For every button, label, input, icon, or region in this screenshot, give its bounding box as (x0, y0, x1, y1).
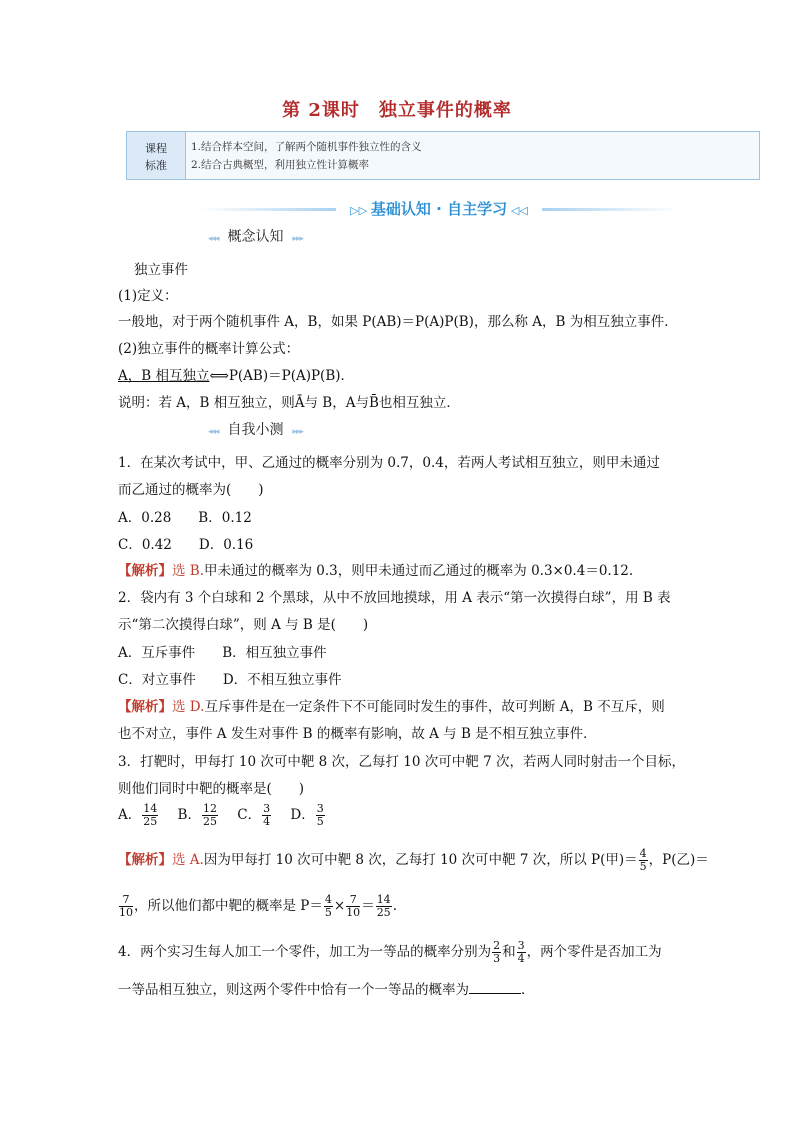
option-a-fraction: $\frac{14}{25}$ (143, 802, 158, 828)
standards-item-1: 1.结合样本空间，了解两个随机事件独立性的含义 (191, 141, 422, 153)
answer-tag: 【解析】 (118, 852, 172, 868)
fraction: $\frac{4}{5}$ (324, 893, 332, 919)
q4-line1: 4．两个实习生每人加工一个零件，加工为一等品的概率分别为 $\frac{2}{3}$ 和 $\frac{3}{4}$ ，两个零件是否加工为 (118, 939, 662, 965)
formula-rest: ⟺P(AB)＝P(A)P(B)． (209, 368, 355, 384)
left-arrows-icon: ◂◂◂ (208, 234, 219, 244)
page-title: 第 2课时 独立事件的概率 (282, 100, 512, 121)
formula-label: (2)独立事件的概率计算公式： (118, 341, 300, 357)
fraction: $\frac{7}{10}$ (346, 893, 361, 919)
answer-choice: 选 A. (172, 852, 204, 868)
fraction: $\frac{2}{3}$ (493, 939, 501, 965)
section-header-text: ▷▷ 基础认知 · 自主学习 ◁◁ (350, 200, 528, 218)
concept-heading: 独立事件 (134, 262, 188, 278)
answer-tag: 【解析】 (118, 563, 172, 579)
fraction: $\frac{4}{5}$ (639, 847, 647, 873)
q1-options-cd: C．0.42 D．0.16 (118, 537, 254, 553)
concept-note: 说明：若 A，B 相互独立，则Ā与 B，A与B̄也相互独立． (118, 395, 460, 411)
section-header (200, 196, 678, 222)
q3-answer-line2: $\frac{7}{10}$ ，所以他们都中靶的概率是 P＝ $\frac{4}{5}$ × $\frac{7}{10}$ ＝ $\frac{14}{25}$ . (119, 893, 397, 919)
q2-answer-line2: 也不对立，事件 A 发生对事件 B 的概率有影响，故 A 与 B 是不相互独立事件． (118, 726, 597, 742)
answer-tag: 【解析】 (118, 699, 172, 715)
definition-label: (1)定义： (118, 288, 178, 304)
q2-line2: 示“第二次摸得白球”，则 A 与 B 是( ) (118, 617, 369, 633)
fraction: $\frac{7}{10}$ (119, 893, 133, 919)
formula-prefix: A，B 相互独立 (118, 368, 210, 384)
q1-options-ab: A．0.28 B．0.12 (118, 510, 252, 526)
q3-answer: 【解析】选 A.因为甲每打 10 次可中靶 8 次，乙每打 10 次可中靶 7 次，所以 P(甲)＝ $\frac{4}{5}$ ，P(乙)＝ (118, 847, 709, 873)
subheading-selftest: ◂◂◂ 自我小测 ▸▸▸ (208, 422, 303, 438)
q2-options-cd: C．对立事件 D．不相互独立事件 (118, 672, 342, 688)
q2-line1: 2．袋内有 3 个白球和 2 个黑球，从中不放回地摸球，用 A 表示“第一次摸得白球”，用 B 表 (118, 590, 671, 606)
q1-line1: 1．在某次考试中，甲、乙通过的概率分别为 0.7，0.4，若两人考试相互独立，则甲未通过 (118, 455, 660, 471)
answer-choice: 选 D. (172, 699, 205, 715)
fraction: $\frac{14}{25}$ (376, 893, 391, 919)
subheading-concept: ◂◂◂ 概念认知 ▸▸▸ (208, 229, 303, 245)
q1-answer (118, 559, 633, 579)
answer-text: 甲未通过的概率为 0.3，则甲未通过而乙通过的概率为 0.3×0.4＝0.12. (204, 563, 634, 579)
option-c-fraction: $\frac{3}{4}$ (263, 802, 271, 828)
double-arrow-right-icon: ▷▷ (350, 204, 371, 217)
double-arrow-left-icon: ◁◁ (507, 204, 528, 217)
option-d-fraction: $\frac{3}{5}$ (316, 802, 324, 828)
formula-text (118, 364, 354, 384)
q2-options-ab: A．互斥事件 B．相互独立事件 (118, 645, 327, 661)
standards-label (127, 132, 186, 179)
standards-item-2: 2.结合古典概型，利用独立性计算概率 (191, 159, 370, 171)
option-b-fraction: $\frac{12}{25}$ (202, 802, 217, 828)
fraction: $\frac{3}{4}$ (517, 939, 525, 965)
right-arrows-icon: ▸▸▸ (292, 234, 303, 244)
q2-answer (118, 695, 665, 715)
answer-text: 互斥事件是在一定条件下不可能同时发生的事件，故可判断 A，B 不互斥，则 (204, 699, 665, 715)
section-line-right (542, 208, 678, 211)
q3-line2: 则他们同时中靶的概率是( ) (118, 781, 305, 797)
standards-items (191, 138, 422, 174)
section-line-left (200, 208, 336, 211)
right-arrows-icon: ▸▸▸ (292, 427, 303, 437)
q3-line1: 3．打靶时，甲每打 10 次可中靶 8 次，乙每打 10 次可中靶 7 次，若两人同时射击一个目标， (118, 754, 685, 770)
answer-choice: 选 B. (172, 563, 205, 579)
definition-text: 一般地，对于两个随机事件 A，B，如果 P(AB)＝P(A)P(B)，那么称 A，B 为相互独立事件． (118, 314, 678, 330)
course-standards-box (126, 131, 760, 180)
standards-label-line1: 课程 (145, 142, 167, 155)
q1-line2: 而乙通过的概率为( ) (118, 482, 264, 498)
left-arrows-icon: ◂◂◂ (208, 427, 219, 437)
standards-label-line2: 标准 (145, 159, 167, 172)
q4-line2: 一等品相互独立，则这两个零件中恰有一个一等品的概率为 ． (118, 982, 535, 998)
q3-options: A． $\frac{14}{25}$ B． $\frac{12}{25}$ C． $\frac{3}{4}$ D． $\frac{3}{5}$ (118, 802, 324, 828)
answer-blank[interactable] (469, 993, 521, 994)
